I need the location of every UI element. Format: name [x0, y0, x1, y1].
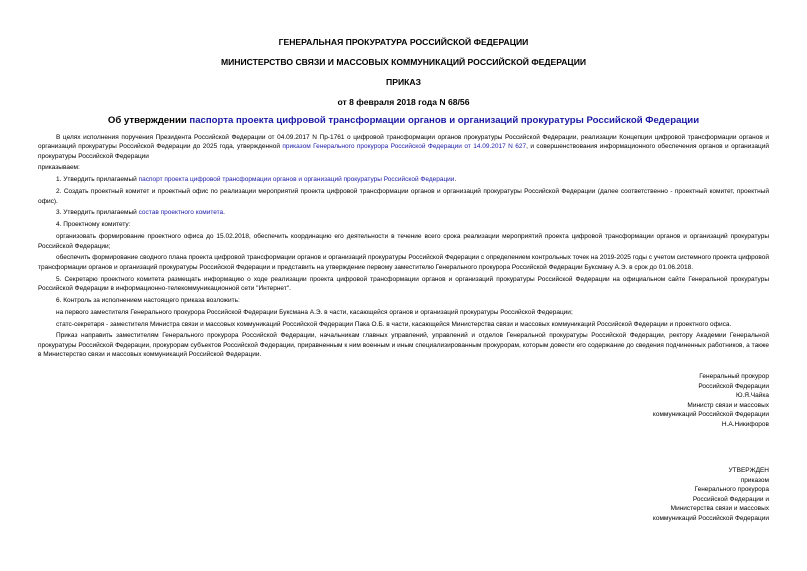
signature-line-6: Н.А.Никифоров — [721, 420, 769, 428]
item-3-suffix: . — [223, 209, 225, 217]
signature-line-2: Российской Федерации — [698, 382, 769, 390]
approval-line-5: Министерства связи и массовых — [670, 505, 769, 513]
item-4-a: организовать формирование проектного офиса до 15.02.2018, обеспечить координацию его деятельности в течение всего срока реализации мероприятий проекта цифровой трансформации органов и организаций прокуратуры Российской Федерации; — [38, 233, 769, 250]
item-1-suffix: . — [454, 176, 457, 184]
order-word: приказываем: — [38, 164, 80, 172]
item-1 — [38, 175, 769, 184]
signature-line-3: Ю.Я.Чайка — [735, 392, 769, 400]
document-body — [38, 133, 769, 362]
committee-composition-link[interactable]: состав проектного комитета — [138, 209, 224, 217]
org-prosecutor-heading: ГЕНЕРАЛЬНАЯ ПРОКУРАТУРА РОССИЙСКОЙ ФЕДЕРАЦИИ — [278, 37, 529, 47]
approval-line-3: Генерального прокурора — [694, 486, 769, 494]
approval-line-4: Российской Федерации и — [692, 495, 769, 503]
signature-line-5: коммуникаций Российской Федерации — [652, 411, 769, 419]
item-1-prefix: 1. Утвердить прилагаемый — [56, 176, 139, 184]
date-number-heading: от 8 февраля 2018 года N 68/56 — [337, 97, 470, 107]
item-2: 2. Создать проектный комитет и проектный офис по реализации мероприятий проекта цифровой трансформации органов и организаций прокуратуры Российской Федерации (далее соответственно - проектный комитет, проектный офис). — [38, 188, 769, 205]
item-3 — [38, 208, 769, 217]
approval-line-1: УТВЕРЖДЕН — [728, 467, 769, 474]
document-title — [0, 115, 807, 127]
signature-line-1: Генеральный прокурор — [699, 373, 769, 380]
preamble-text-2: , и совершенствования информационного обеспечения органов и организаций прокуратуры Российской Федерации — [38, 143, 769, 160]
item-4: 4. Проектному комитету: — [56, 221, 131, 229]
item-6-b: статс-секретаря - заместителя Министра связи и массовых коммуникаций Российской Федерации Пака О.Б. в части, касающейся Министерства связи и массовых коммуникаций Российской Федерации и проектного офиса. — [56, 320, 732, 328]
approval-line-6: коммуникаций Российской Федерации — [652, 514, 769, 522]
item-5: 5. Секретарю проектного комитета размещать информацию о ходе реализации проекта цифровой трансформации органов и организаций прокуратуры Российской Федерации на официальном сайте Генеральной прокуратуры Российской Федерации в информационно-телекоммуникационной сети "Интернет". — [38, 275, 769, 292]
approval-block — [529, 466, 769, 524]
passport-link[interactable]: паспорт проекта цифровой трансформации органов и организаций прокуратуры Российской Федерации — [138, 176, 455, 184]
item-3-prefix: 3. Утвердить прилагаемый — [56, 209, 139, 217]
passport-title-link[interactable]: паспорта проекта цифровой трансформации органов и организаций прокуратуры Российской Федерации — [189, 115, 700, 126]
signature-block — [529, 372, 769, 430]
doc-type-heading: ПРИКАЗ — [386, 77, 421, 87]
signature-line-4: Министр связи и массовых — [687, 401, 769, 409]
preamble-text-1: В целях исполнения поручения Президента Российской Федерации от 04.09.2017 N Пр-1761 о цифровой трансформации органов прокуратуры Российской Федерации, реализации Концепции цифровой трансформации органов и организаций прокуратуры Российской Федерации до 2025 года, утвержденной — [38, 134, 769, 151]
order-627-link[interactable]: приказом Генерального прокурора Российской Федерации от 14.09.2017 N 627 — [282, 143, 527, 151]
item-4-b: обеспечить формирование сводного плана проекта цифровой трансформации органов и организаций прокуратуры Российской Федерации с определением контрольных точек на 2019-2025 годы с учетом системного проекта цифровой трансформации органов и организаций прокуратуры Российской Федерации и представить на утверждение первому заместителю Генерального прокурора Российской Федерации Буксману А.Э. в срок до 01.06.2018. — [38, 254, 769, 271]
org-ministry-heading: МИНИСТЕРСТВО СВЯЗИ И МАССОВЫХ КОММУНИКАЦИЙ РОССИЙСКОЙ ФЕДЕРАЦИИ — [220, 57, 587, 67]
preamble-paragraph — [38, 133, 769, 161]
item-6: 6. Контроль за исполнением настоящего приказа возложить: — [56, 296, 240, 304]
approval-line-2: приказом — [740, 476, 769, 484]
item-7: Приказ направить заместителям Генерального прокурора Российской Федерации, начальникам главных управлений, управлений и отделов Генеральной прокуратуры Российской Федерации, ректору Академии Генеральной прокуратуры Российской Федерации, прокурорам субъектов Российской Федерации, приравненным к ним военным и иным специализированным прокурорам, которым довести его содержание до сведения подчиненных работников, а также в Министерство связи и массовых коммуникаций Российской Федерации. — [38, 332, 769, 359]
item-6-a: на первого заместителя Генерального прокурора Российской Федерации Буксмана А.Э. в части, касающейся органов и организаций прокуратуры Российской Федерации; — [56, 308, 573, 316]
title-prefix: Об утверждении — [107, 115, 190, 126]
